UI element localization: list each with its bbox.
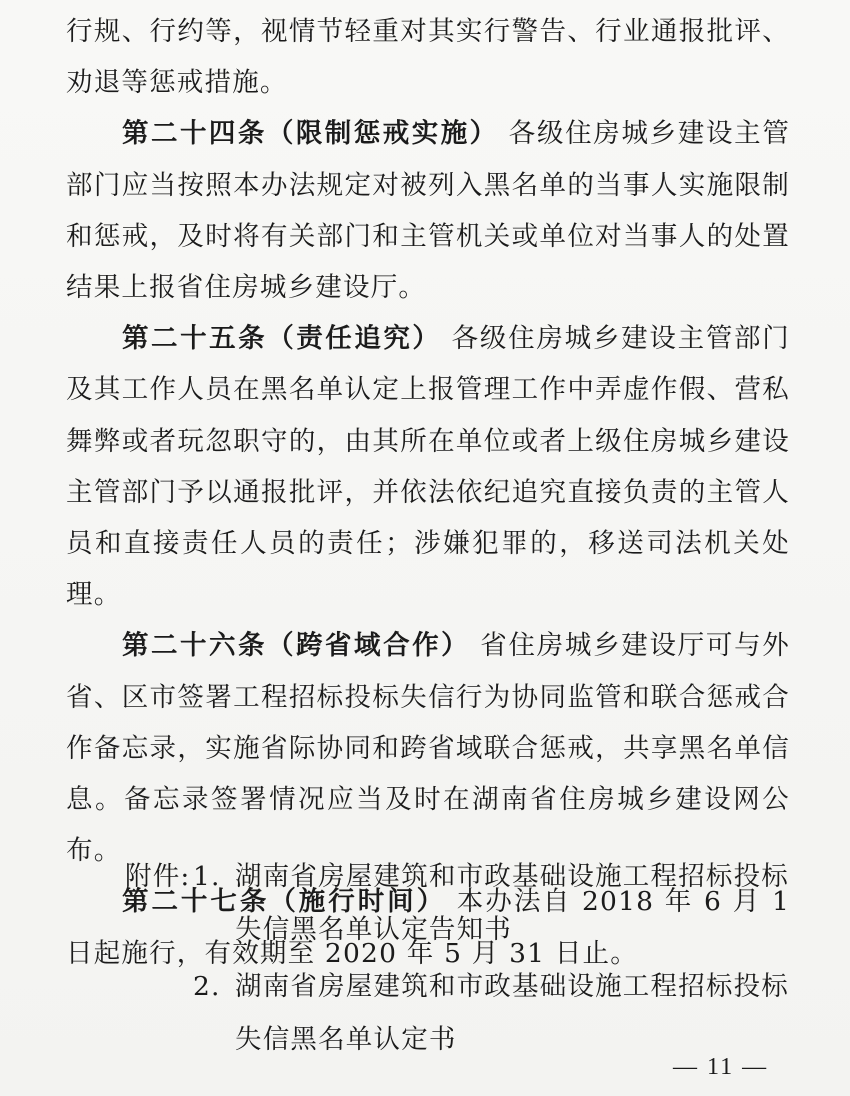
attachments-label: 附件: <box>125 861 191 892</box>
attachment-number: 1. <box>193 861 221 892</box>
attachment-title: 湖南省房屋建筑和市政基础设施工程招标投标失信黑名单认定书 <box>235 971 789 1055</box>
paragraph-continuation <box>66 6 790 108</box>
article-26-heading: 第二十六条（跨省域合作） <box>122 630 471 662</box>
article-24-heading: 第二十四条（限制惩戒实施） <box>122 118 499 150</box>
page-number: — 11 — <box>673 1054 769 1080</box>
article-24-text: 各级住房城乡建设主管部门应当按照本办法规定对被列入黑名单的当事人实施限制和惩戒，及时将有关部门和主管机关或单位对当事人的处置结果上报省住房城乡建设厅。 <box>66 118 791 304</box>
article-24-paragraph <box>66 108 790 313</box>
article-25-heading: 第二十五条（责任追究） <box>122 323 442 355</box>
attachment-item <box>125 960 805 1066</box>
attachments-section <box>125 850 805 1066</box>
attachment-title: 湖南省房屋建筑和市政基础设施工程招标投标失信黑名单认定告知书 <box>235 861 789 945</box>
attachments-label-spacer <box>125 960 193 1066</box>
article-26-spacer <box>470 630 480 661</box>
article-27-text: 本办法自 2018 年 6 月 1 日起施行，有效期至 2020 年 5 月 31 日止。 <box>66 886 791 969</box>
article-26-text: 省住房城乡建设厅可与外省、区市签署工程招标投标失信行为协同监管和联合惩戒合作备忘录，实施省际协同和跨省域联合惩戒，共享黑名单信息。备忘录签署情况应当及时在湖南省住房城乡建设网公布。 <box>66 630 791 867</box>
document-body <box>66 6 790 979</box>
paragraph-text: 行规、行约等，视情节轻重对其实行警告、行业通报批评、劝退等惩戒措施。 <box>66 16 790 99</box>
article-25-paragraph <box>66 313 790 620</box>
article-24-spacer <box>499 118 509 149</box>
attachment-number: 2. <box>193 971 221 1002</box>
article-25-spacer <box>441 323 451 354</box>
attachment-item <box>125 850 805 956</box>
article-26-paragraph <box>66 620 790 876</box>
article-25-text: 各级住房城乡建设主管部门及其工作人员在黑名单认定上报管理工作中弄虚作假、营私舞弊或者玩忽职守的，由其所在单位或者上级住房城乡建设主管部门予以通报批评，并依法依纪追究直接负责的主管人员和直接责任人员的责任；涉嫌犯罪的，移送司法机关处理。 <box>66 323 791 611</box>
article-27-heading: 第二十七条（施行时间） <box>122 886 447 918</box>
